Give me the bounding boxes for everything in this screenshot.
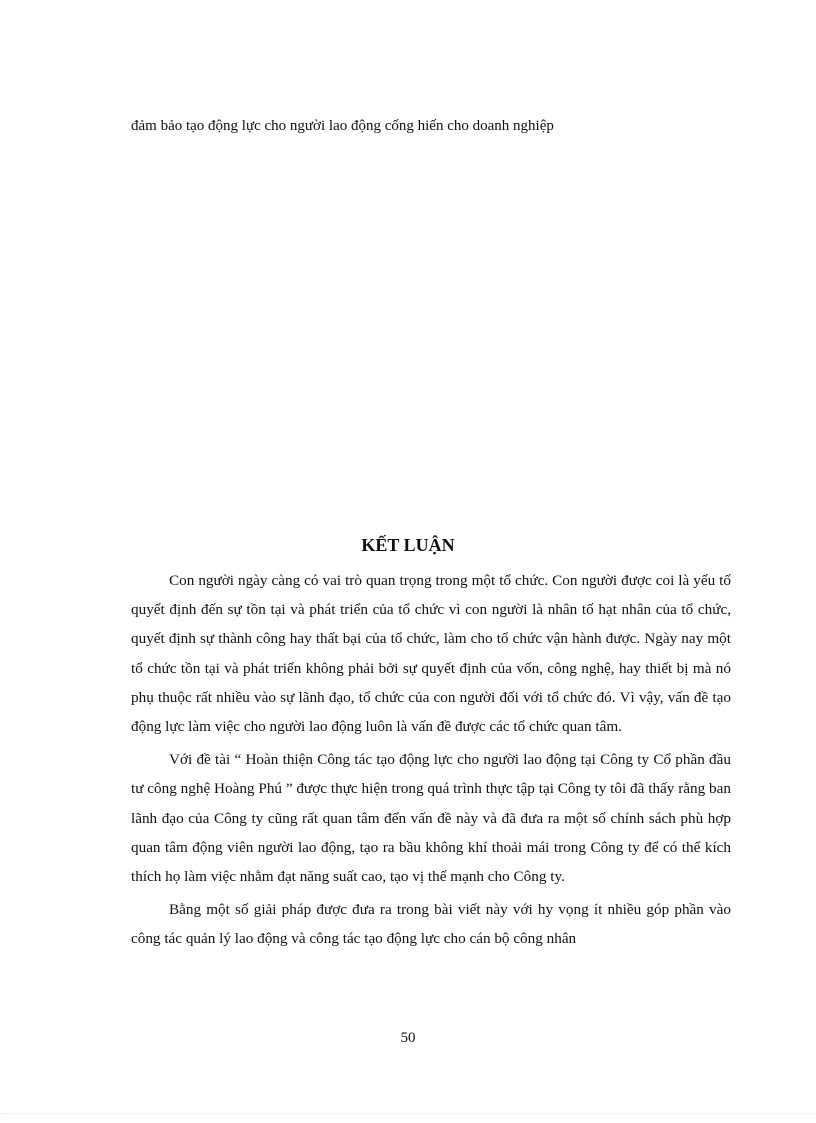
section-heading: KẾT LUẬN xyxy=(361,535,455,555)
paragraph-3: Bằng một số giải pháp được đưa ra trong bài viết này với hy vọng ít nhiều góp phần vào công tác quản lý lao động và công tác tạo động lực cho cán bộ công nhân xyxy=(131,901,731,948)
carry-over-line: đảm bảo tạo động lực cho người lao động cống hiến cho doanh nghiệp xyxy=(131,118,554,134)
paragraph-2: Với đề tài “ Hoàn thiện Công tác tạo động lực cho người lao động tại Công ty Cổ phần đầu tư công nghệ Hoàng Phú ” được thực hiện trong quá trình thực tập tại Công ty tôi đã thấy rằng ban lãnh đạo của Công ty cũng rất quan tâm đến vấn đề này và đã đưa ra một số chính sách phù hợp quan tâm động viên người lao động, tạo ra bầu không khí thoải mái trong Công ty để có thể kích thích họ làm việc nhằm đạt năng suất cao, tạo vị thế mạnh cho Công ty. xyxy=(131,751,731,886)
paragraph-1: Con người ngày càng có vai trò quan trọng trong một tổ chức. Con người được coi là yếu tố quyết định đến sự tồn tại và phát triển của tổ chức vì con người là nhân tố hạt nhân của tổ chức, quyết định sự thành công hay thất bại của tổ chức, làm cho tổ chức vận hành được. Ngày nay một tổ chức tồn tại và phát triển không phải bởi sự quyết định của vốn, công nghệ, hay thiết bị mà nó phụ thuộc rất nhiều vào sự lãnh đạo, tổ chức của con người đối với tổ chức đó. Vì vậy, vấn đề tạo động lực làm việc cho người lao động luôn là vấn đề được các tổ chức quan tâm. xyxy=(131,572,731,736)
page-number: 50 xyxy=(400,1030,416,1046)
conclusion-body xyxy=(131,566,731,958)
page-bottom-divider xyxy=(0,1113,816,1114)
